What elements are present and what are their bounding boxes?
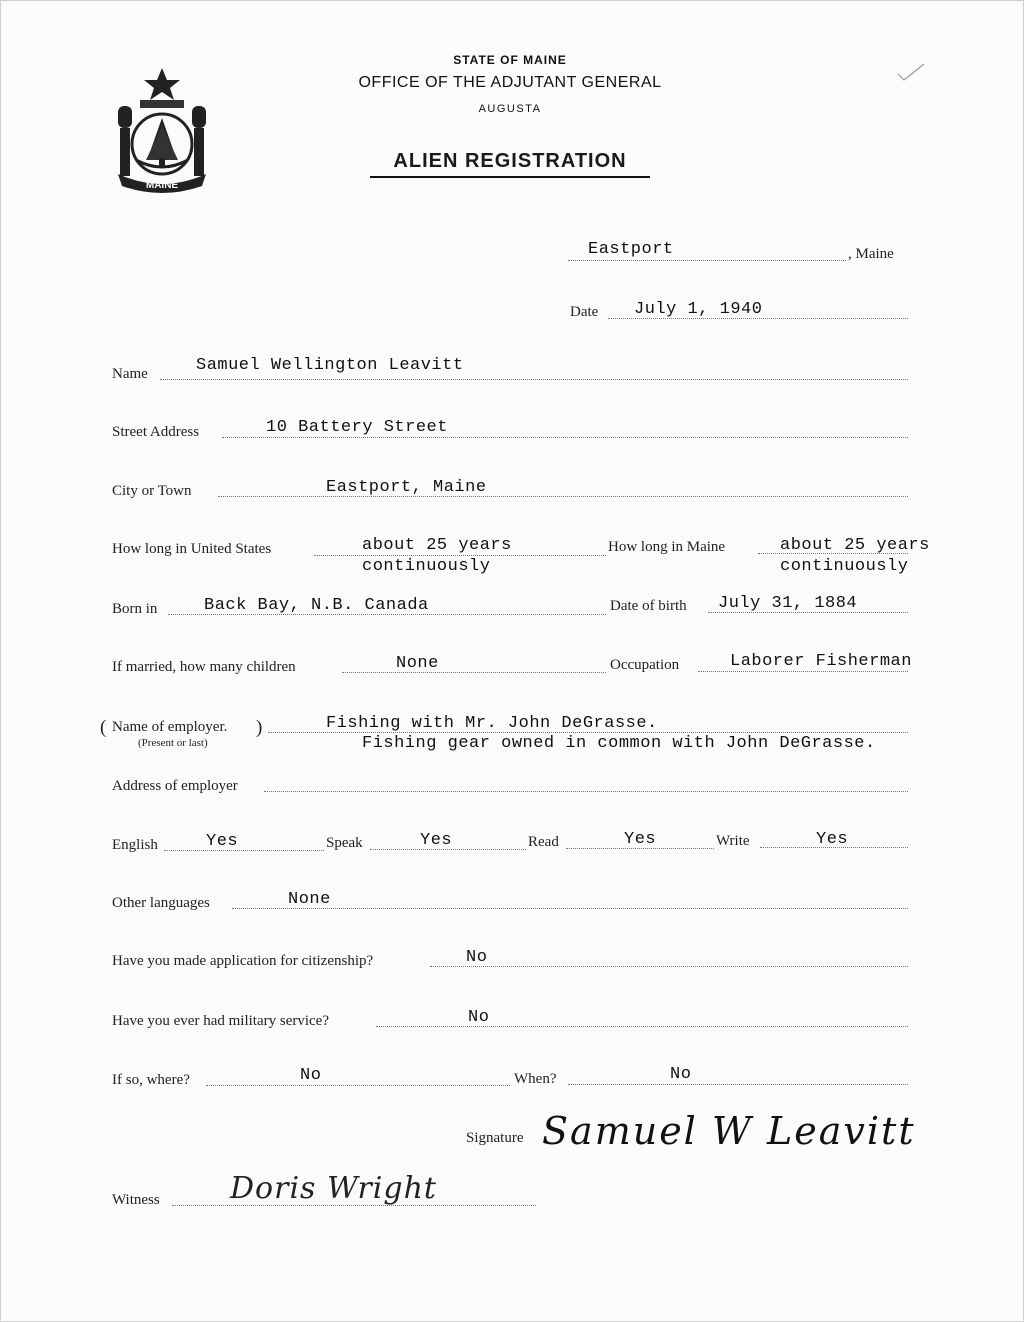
date-label: Date	[570, 304, 599, 320]
how-long-us-line	[314, 555, 606, 556]
when-line	[568, 1084, 908, 1085]
occupation-value: Laborer Fisherman	[730, 652, 912, 671]
other-languages-line	[232, 908, 908, 909]
born-in-label: Born in	[112, 601, 158, 617]
english-label: English	[112, 837, 158, 853]
employer-value: Fishing with Mr. John DeGrasse.	[326, 714, 658, 733]
town-suffix: , Maine	[848, 246, 894, 262]
children-label: If married, how many children	[112, 659, 296, 675]
employer-address-label: Address of employer	[112, 778, 238, 794]
witness-value: Doris Wright	[230, 1171, 437, 1206]
how-long-maine-label: How long in Maine	[608, 539, 726, 555]
read-label: Read	[528, 834, 559, 850]
where-line	[206, 1085, 510, 1086]
other-languages-value: None	[288, 890, 331, 909]
seal-text: MAINE	[145, 180, 179, 191]
signature-handwritten	[536, 1100, 976, 1160]
where-label: If so, where?	[112, 1072, 190, 1088]
city-value: Eastport, Maine	[326, 478, 487, 497]
when-value: No	[670, 1065, 692, 1084]
how-long-maine-value-2: continuously	[780, 557, 909, 576]
check-mark-icon	[896, 62, 926, 82]
born-in-value: Back Bay, N.B. Canada	[204, 596, 429, 615]
military-label: Have you ever had military service?	[112, 1013, 329, 1029]
citizenship-line	[430, 966, 908, 967]
read-value: Yes	[624, 830, 657, 849]
english-value: Yes	[206, 832, 239, 851]
street-label: Street Address	[112, 424, 200, 440]
header-office: OFFICE OF THE ADJUTANT GENERAL	[358, 74, 662, 91]
other-languages-label: Other languages	[112, 895, 210, 911]
signature-value: Samuel W Leavitt	[542, 1109, 916, 1153]
how-long-us-label: How long in United States	[112, 541, 272, 557]
citizenship-label: Have you made application for citizenship?	[112, 953, 374, 969]
employer-label: Name of employer.	[112, 719, 228, 735]
street-value: 10 Battery Street	[266, 418, 448, 437]
employer-address-line	[264, 791, 908, 792]
street-line	[222, 437, 908, 438]
children-line	[342, 672, 606, 673]
occupation-line	[698, 671, 908, 672]
speak-value: Yes	[420, 831, 453, 850]
children-value: None	[396, 654, 439, 673]
employer-paren-open: (	[100, 717, 107, 738]
military-line	[376, 1026, 908, 1027]
how-long-maine-value: about 25 years	[780, 536, 930, 555]
witness-label: Witness	[112, 1192, 160, 1208]
how-long-us-value-2: continuously	[362, 557, 491, 576]
english-line	[164, 850, 324, 851]
write-label: Write	[716, 833, 750, 849]
employer-paren-close: )	[256, 717, 263, 738]
form-title: ALIEN REGISTRATION	[370, 150, 650, 178]
town-line	[568, 260, 846, 261]
name-label: Name	[112, 366, 148, 382]
signature-label: Signature	[466, 1130, 524, 1146]
write-value: Yes	[816, 830, 849, 849]
when-label: When?	[514, 1071, 557, 1087]
name-value: Samuel Wellington Leavitt	[196, 356, 464, 375]
dob-label: Date of birth	[610, 598, 687, 614]
occupation-label: Occupation	[610, 657, 680, 673]
employer-value-2: Fishing gear owned in common with John DeGrasse.	[362, 734, 876, 753]
employer-sub-label: (Present or last)	[138, 737, 208, 749]
state-seal-icon	[104, 62, 220, 194]
city-line	[218, 496, 908, 497]
military-value: No	[468, 1008, 490, 1027]
speak-label: Speak	[326, 835, 363, 851]
dob-value: July 31, 1884	[718, 594, 858, 613]
city-label: City or Town	[112, 483, 192, 499]
citizenship-value: No	[466, 948, 488, 967]
name-line	[160, 379, 908, 380]
town-value: Eastport	[588, 240, 674, 259]
header-city: AUGUSTA	[478, 103, 542, 115]
date-value: July 1, 1940	[634, 300, 763, 319]
how-long-us-value: about 25 years	[362, 536, 512, 555]
witness-handwritten	[226, 1160, 486, 1230]
header-state: STATE OF MAINE	[453, 53, 567, 67]
where-value: No	[300, 1066, 322, 1085]
